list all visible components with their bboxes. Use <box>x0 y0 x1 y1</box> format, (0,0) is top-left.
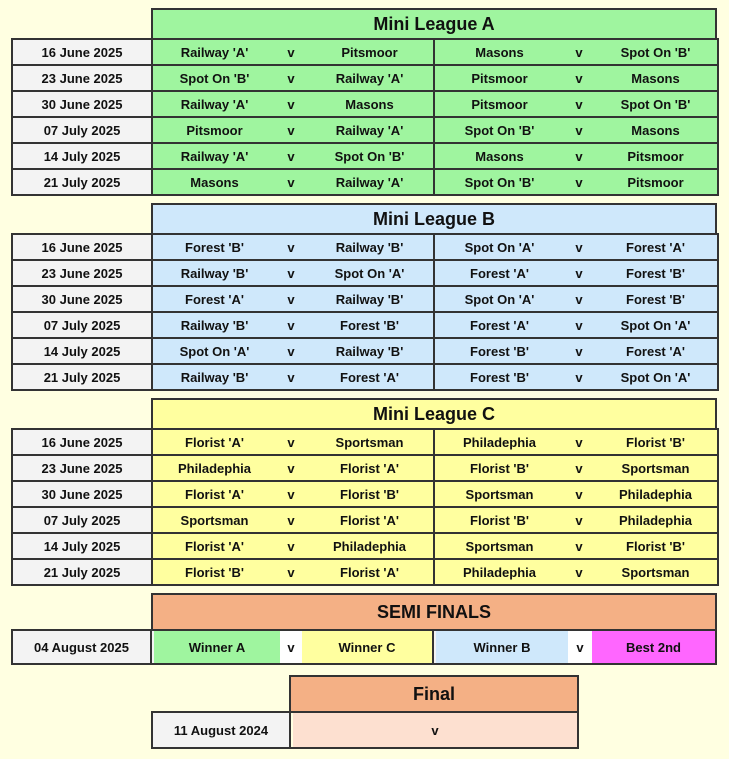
fixture-date: 30 June 2025 <box>12 286 152 312</box>
away-team: Forest 'B' <box>594 260 718 286</box>
fixture-row <box>12 507 718 533</box>
home-team: Pitsmoor <box>152 117 276 143</box>
fixture-row <box>12 91 718 117</box>
home-team: Florist 'B' <box>434 455 564 481</box>
home-team: Philadephia <box>434 429 564 455</box>
fixture-date: 23 June 2025 <box>12 260 152 286</box>
fixture-date: 07 July 2025 <box>12 117 152 143</box>
fixture-date: 16 June 2025 <box>12 234 152 260</box>
versus-label: v <box>564 91 594 117</box>
home-team: Railway 'A' <box>152 39 276 65</box>
home-team: Pitsmoor <box>434 65 564 91</box>
versus-label: v <box>564 286 594 312</box>
versus-label: v <box>276 286 306 312</box>
home-team: Florist 'A' <box>152 533 276 559</box>
fixture-row <box>12 481 718 507</box>
away-team: Philadephia <box>594 507 718 533</box>
away-team: Florist 'B' <box>306 481 434 507</box>
home-team: Florist 'B' <box>152 559 276 585</box>
versus-label: v <box>276 455 306 481</box>
home-team: Spot On 'B' <box>434 169 564 195</box>
semi-vs-1: v <box>280 631 302 663</box>
away-team: Forest 'A' <box>594 234 718 260</box>
home-team: Sportsman <box>434 481 564 507</box>
fixture-row <box>12 429 718 455</box>
fixture-row <box>12 559 718 585</box>
away-team: Forest 'B' <box>594 286 718 312</box>
versus-label: v <box>276 260 306 286</box>
home-team: Spot On 'B' <box>434 117 564 143</box>
versus-label: v <box>564 39 594 65</box>
fixture-row <box>12 65 718 91</box>
versus-label: v <box>276 533 306 559</box>
versus-label: v <box>564 169 594 195</box>
versus-label: v <box>564 143 594 169</box>
away-team: Railway 'B' <box>306 338 434 364</box>
fixture-row <box>12 455 718 481</box>
league-c-table <box>11 428 719 586</box>
versus-label: v <box>276 169 306 195</box>
fixture-row <box>12 143 718 169</box>
semi-finals-title: SEMI FINALS <box>151 593 717 631</box>
home-team: Railway 'B' <box>152 364 276 390</box>
away-team: Forest 'A' <box>306 364 434 390</box>
away-team: Florist 'B' <box>594 429 718 455</box>
league-b-title: Mini League B <box>151 203 717 235</box>
home-team: Masons <box>152 169 276 195</box>
versus-label: v <box>276 312 306 338</box>
away-team: Pitsmoor <box>594 169 718 195</box>
versus-label: v <box>564 364 594 390</box>
fixture-date: 14 July 2025 <box>12 338 152 364</box>
versus-label: v <box>564 338 594 364</box>
away-team: Spot On 'A' <box>306 260 434 286</box>
versus-label: v <box>276 338 306 364</box>
fixture-row <box>12 117 718 143</box>
away-team: Florist 'A' <box>306 455 434 481</box>
versus-label: v <box>564 507 594 533</box>
fixture-date: 07 July 2025 <box>12 312 152 338</box>
away-team: Railway 'A' <box>306 169 434 195</box>
final-date: 11 August 2024 <box>153 713 291 747</box>
away-team: Railway 'B' <box>306 286 434 312</box>
home-team: Forest 'A' <box>434 260 564 286</box>
away-team: Florist 'B' <box>594 533 718 559</box>
versus-label: v <box>276 91 306 117</box>
fixture-date: 16 June 2025 <box>12 39 152 65</box>
fixture-row <box>12 169 718 195</box>
versus-label: v <box>564 234 594 260</box>
versus-label: v <box>564 429 594 455</box>
away-team: Forest 'A' <box>594 338 718 364</box>
versus-label: v <box>276 65 306 91</box>
fixture-date: 23 June 2025 <box>12 455 152 481</box>
away-team: Sportsman <box>306 429 434 455</box>
league-a-title: Mini League A <box>151 8 717 40</box>
home-team: Railway 'B' <box>152 260 276 286</box>
versus-label: v <box>564 559 594 585</box>
home-team: Philadephia <box>434 559 564 585</box>
versus-label: v <box>564 481 594 507</box>
home-team: Railway 'B' <box>152 312 276 338</box>
versus-label: v <box>276 143 306 169</box>
away-team: Pitsmoor <box>306 39 434 65</box>
home-team: Masons <box>434 39 564 65</box>
home-team: Philadephia <box>152 455 276 481</box>
home-team: Spot On 'A' <box>434 286 564 312</box>
home-team: Masons <box>434 143 564 169</box>
home-team: Florist 'B' <box>434 507 564 533</box>
fixture-date: 21 July 2025 <box>12 364 152 390</box>
away-team: Florist 'A' <box>306 507 434 533</box>
away-team: Masons <box>594 65 718 91</box>
versus-label: v <box>564 65 594 91</box>
fixture-row <box>12 312 718 338</box>
versus-label: v <box>276 234 306 260</box>
fixture-row <box>12 260 718 286</box>
versus-label: v <box>276 507 306 533</box>
fixture-date: 21 July 2025 <box>12 169 152 195</box>
home-team: Forest 'A' <box>434 312 564 338</box>
fixture-row <box>12 234 718 260</box>
away-team: Railway 'A' <box>306 65 434 91</box>
away-team: Masons <box>594 117 718 143</box>
away-team: Spot On 'B' <box>594 39 718 65</box>
semi-finals-row <box>11 629 717 665</box>
home-team: Forest 'B' <box>434 338 564 364</box>
away-team: Sportsman <box>594 455 718 481</box>
fixture-date: 30 June 2025 <box>12 91 152 117</box>
semi-team-winner-c: Winner C <box>302 631 434 663</box>
away-team: Sportsman <box>594 559 718 585</box>
semi-team-winner-a: Winner A <box>154 631 280 663</box>
fixture-row <box>12 39 718 65</box>
league-b-table <box>11 233 719 391</box>
versus-label: v <box>564 312 594 338</box>
final-row <box>151 711 579 749</box>
away-team: Spot On 'B' <box>306 143 434 169</box>
versus-label: v <box>564 533 594 559</box>
away-team: Philadephia <box>306 533 434 559</box>
fixture-date: 21 July 2025 <box>12 559 152 585</box>
home-team: Florist 'A' <box>152 481 276 507</box>
home-team: Sportsman <box>434 533 564 559</box>
final-title: Final <box>289 675 579 713</box>
fixture-row <box>12 338 718 364</box>
semi-team-winner-b: Winner B <box>436 631 568 663</box>
fixture-date: 14 July 2025 <box>12 143 152 169</box>
away-team: Forest 'B' <box>306 312 434 338</box>
away-team: Masons <box>306 91 434 117</box>
fixture-date: 23 June 2025 <box>12 65 152 91</box>
away-team: Pitsmoor <box>594 143 718 169</box>
home-team: Sportsman <box>152 507 276 533</box>
fixture-date: 07 July 2025 <box>12 507 152 533</box>
fixture-row <box>12 286 718 312</box>
versus-label: v <box>564 455 594 481</box>
home-team: Railway 'A' <box>152 143 276 169</box>
fixture-date: 16 June 2025 <box>12 429 152 455</box>
away-team: Spot On 'A' <box>594 364 718 390</box>
final-vs: v <box>293 713 577 747</box>
league-a-table <box>11 38 719 196</box>
home-team: Railway 'A' <box>152 91 276 117</box>
fixture-row <box>12 364 718 390</box>
home-team: Spot On 'A' <box>434 234 564 260</box>
home-team: Spot On 'B' <box>152 65 276 91</box>
home-team: Spot On 'A' <box>152 338 276 364</box>
home-team: Forest 'B' <box>434 364 564 390</box>
home-team: Forest 'B' <box>152 234 276 260</box>
fixture-date: 14 July 2025 <box>12 533 152 559</box>
away-team: Railway 'A' <box>306 117 434 143</box>
away-team: Spot On 'B' <box>594 91 718 117</box>
league-c-title: Mini League C <box>151 398 717 430</box>
versus-label: v <box>276 559 306 585</box>
semi-team-best-2nd: Best 2nd <box>592 631 715 663</box>
fixture-row <box>12 533 718 559</box>
home-team: Florist 'A' <box>152 429 276 455</box>
away-team: Railway 'B' <box>306 234 434 260</box>
versus-label: v <box>564 260 594 286</box>
home-team: Forest 'A' <box>152 286 276 312</box>
home-team: Pitsmoor <box>434 91 564 117</box>
versus-label: v <box>564 117 594 143</box>
fixture-date: 30 June 2025 <box>12 481 152 507</box>
versus-label: v <box>276 481 306 507</box>
semi-vs-2: v <box>568 631 592 663</box>
versus-label: v <box>276 117 306 143</box>
versus-label: v <box>276 429 306 455</box>
semi-date: 04 August 2025 <box>13 631 152 663</box>
versus-label: v <box>276 364 306 390</box>
away-team: Spot On 'A' <box>594 312 718 338</box>
away-team: Florist 'A' <box>306 559 434 585</box>
away-team: Philadephia <box>594 481 718 507</box>
versus-label: v <box>276 39 306 65</box>
